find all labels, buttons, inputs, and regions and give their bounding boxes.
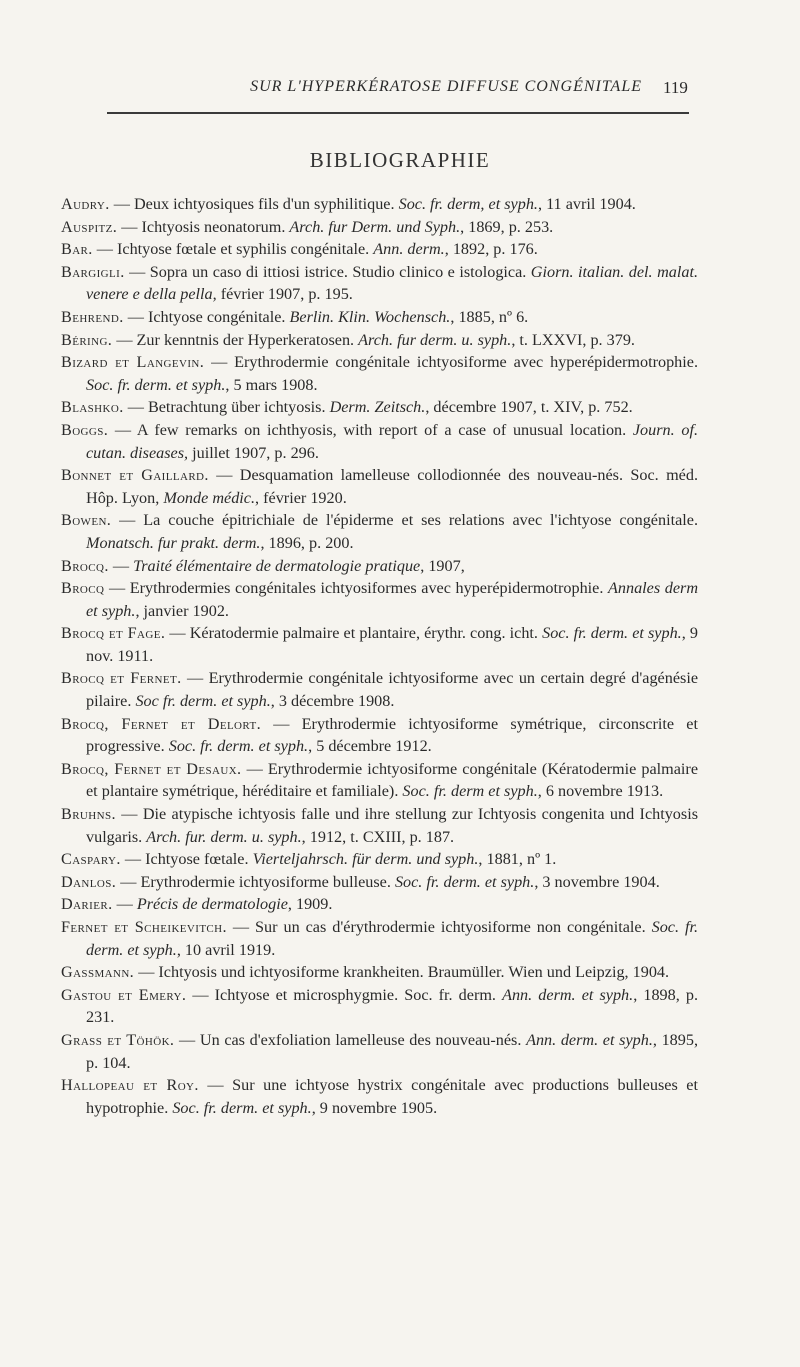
entry-author: Bowen. [61,511,112,530]
entry-text: , 1909. [287,895,333,914]
entry-author: Hallopeau et Roy. [61,1076,199,1095]
entry-text: — Kératodermie palmaire et plantaire, érythr. cong. icht. [165,624,543,643]
bibliography-entry [61,577,698,622]
entry-source: Giorn. italian. del. malat. venere e della pella, [86,262,698,304]
entry-source: Ann. derm. [373,240,445,259]
entry-text: — Sur un cas d'érythrodermie ichtyosiforme non congénitale. [226,918,652,936]
entry-text: — Erythrodermie congénitale ichtyosiforme avec un certain degré d'agénésie pilaire. [86,669,698,711]
entry-author: Behrend. [61,307,124,326]
entry-text: , 1898, p. 231. [86,985,698,1027]
entry-source: Berlin. Klin. Wochensch. [289,307,451,326]
entry-source: Annales derm et syph. [86,579,699,620]
entry-source: Soc fr. derm. et syph. [135,692,271,711]
entry-text: , 11 avril 1904. [537,195,636,213]
entry-source: Traité élémentaire de dermatologie pratique [133,556,421,575]
entry-text: — Betrachtung über ichtyosis. [123,398,330,417]
entry-text: , 1892, p. 176. [444,240,538,259]
entry-source: Précis de dermatologie [136,895,288,914]
entry-source: Soc. fr. derm. et syph. [86,375,226,394]
entry-text: , 1895, p. 104. [86,1030,698,1072]
bibliography-entry [61,329,698,352]
entry-text: — Deux ichtyosiques fils d'un syphilitique. [109,195,399,213]
entry-author: Audry. [61,195,110,213]
entry-text: , 1907, [420,556,465,575]
header-rule [107,112,689,114]
bibliography-entry [61,555,698,578]
entry-author: Brocq, Fernet et Desaux. [61,759,242,778]
bibliography-entry [61,758,698,803]
section-title: BIBLIOGRAPHIE [309,148,491,172]
running-head [110,78,680,96]
entry-author: Boggs. [61,420,109,439]
entry-text: , 5 mars 1908. [225,375,318,394]
page-number: 119 [663,78,688,97]
bibliography-entry [61,622,698,667]
entry-text: , 6 novembre 1913. [537,782,664,801]
entry-text: , 9 nov. 1911. [86,624,698,665]
entry-author: Brocq et Fernet. [61,669,182,688]
entry-source: Soc. fr. derm, et syph. [398,195,538,213]
entry-source: Monatsch. fur prakt. derm. [86,533,261,552]
entry-text: — Un cas d'exfoliation lamelleuse des nouveau-nés. [174,1030,527,1049]
entry-author: Fernet et Scheikevitch. [61,918,227,936]
entry-author: Bizard et Langevin. [61,353,205,372]
entry-text: — Ichtyosis neonatorum. [117,217,290,236]
bibliography-entry [61,961,698,984]
entry-source: Soc. fr. derm. et syph. [542,624,682,643]
entry-text: juillet 1907, p. 296. [188,443,319,462]
bibliography-entry [61,871,698,894]
entry-text: , 1881, nº 1. [478,850,557,869]
entry-text: — Die atypische ichtyosis falle und ihre stellung zur Ichtyosis congenita und Ichtyosis vulgaris. [86,805,698,846]
entry-text: , 1912, t. CXIII, p. 187. [301,827,455,846]
entry-source: Derm. Zeitsch. [329,398,426,417]
bibliography-entry [61,261,698,306]
entry-text: — Erythrodermie ichtyosiforme bulleuse. [116,872,395,891]
entry-source: Journ. of. cutan. diseases, [86,420,699,462]
bibliography-entry [61,306,698,329]
entry-text: — Desquamation lamelleuse collodionnée des nouveau-nés. Soc. méd. Hôp. Lyon, [86,466,698,507]
entry-text: — La couche épitrichiale de l'épiderme et ses relations avec l'ichtyose congénitale. [111,511,698,530]
entry-text: , 1896, p. 200. [260,533,354,552]
entry-author: Béring. [61,330,113,349]
entry-author: Bargigli. [61,262,125,281]
bibliography-entry [61,193,698,216]
entry-source: Ann. derm. et syph. [502,985,634,1004]
entry-source: Soc. fr. derm. et syph. [86,918,699,959]
entry-text: , février 1920. [255,488,347,507]
entry-author: Brocq, Fernet et Delort. [61,714,262,733]
entry-text: , 1869, p. 253. [460,217,554,236]
entry-text: — Ichtyose congénitale. [123,307,290,326]
entry-text: — Zur kenntnis der Hyperkeratosen. [112,330,359,349]
bibliography-entry [61,1074,698,1119]
entry-author: Auspitz. [61,217,118,236]
bibliography-entry [61,1029,698,1074]
entry-text: , 3 décembre 1908. [270,692,395,711]
entry-source: Soc. fr. derm. et syph. [172,1098,312,1117]
entry-text: — A few remarks on ichthyosis, with report of a case of unusual location. [108,420,633,439]
entry-text: — Ichtyose et microsphygmie. Soc. fr. derm. [186,985,503,1004]
entry-author: Danlos. [61,872,117,891]
entry-source: Vierteljahrsch. für derm. und syph. [252,850,479,869]
entry-source: Monde médic. [163,488,256,507]
entry-author: Gassmann. [61,963,135,982]
entry-text: , 10 avril 1919. [176,940,276,959]
entry-text: — Ichtyose fœtale et syphilis congénitale. [92,240,374,259]
entry-author: Grass et Töhök. [61,1030,175,1049]
entry-text: — [112,895,137,914]
entry-source: Arch. fur Derm. und Syph. [289,217,461,236]
entry-text: — Erythrodermie ichtyosiforme congénitale (Kératodermie palmaire et plantaire symétrique, héréditaire et familiale). [86,759,698,801]
bibliography-entry [61,509,698,554]
bibliography-entry [61,848,698,871]
entry-author: Brocq. [61,556,109,575]
bibliography-list [61,193,698,1119]
entry-text: — Ichtyosis und ichtyosiforme krankheiten. Braumüller. Wien und Leipzig, 1904. [134,963,670,982]
entry-text: , 5 décembre 1912. [308,737,432,756]
entry-source: Soc. fr. derm. et syph. [394,872,535,891]
bibliography-entry [61,893,698,916]
entry-author: Caspary. [61,850,121,869]
entry-text: — Erythrodermie congénitale ichtyosiforme avec hyperépidermotrophie. [204,353,698,372]
bibliography-entry [61,351,698,396]
entry-text: — Ichtyose fœtale. [120,850,253,869]
bibliography-entry [61,238,698,261]
bibliography-entry [61,984,698,1029]
bibliography-entry [61,713,698,758]
entry-text: , 9 novembre 1905. [311,1098,438,1117]
entry-text: , 3 novembre 1904. [534,872,660,891]
entry-text: février 1907, p. 195. [216,285,353,304]
bibliography-entry [61,419,698,464]
entry-author: Bar. [61,240,93,259]
entry-author: Blashko. [61,398,124,417]
bibliography-entry [61,464,698,509]
entry-source: Ann. derm. et syph. [526,1030,653,1049]
entry-text: — Sur une ichtyose hystrix congénitale avec productions bulleuses et hypotrophie. [86,1076,698,1117]
running-title: SUR L'HYPERKÉRATOSE DIFFUSE CONGÉNITALE [250,78,642,95]
entry-text: — Erythrodermies congénitales ichtyosiformes avec hyperépidermotrophie. [104,579,608,598]
entry-author: Darier. [61,895,113,914]
entry-text: , 1885, nº 6. [450,307,529,326]
entry-author: Gastou et Emery. [61,985,187,1004]
bibliography-entry [61,803,698,848]
entry-author: Bruhns. [61,805,116,824]
entry-text: , décembre 1907, t. XIV, p. 752. [425,398,633,417]
entry-source: Soc. fr. derm. et syph. [168,737,309,756]
bibliography-entry [61,396,698,419]
bibliography-entry [61,216,698,239]
entry-source: Arch. fur. derm. u. syph. [146,827,302,846]
entry-text: — Erythrodermie ichtyosiforme symétrique, circonscrite et progressive. [86,714,698,756]
entry-text: — [108,556,134,575]
entry-text: , janvier 1902. [135,601,229,620]
entry-text: , t. LXXVI, p. 379. [511,330,635,349]
entry-author: Bonnet et Gaillard. [61,466,209,485]
entry-source: Arch. fur derm. u. syph. [358,330,512,349]
bibliography-entry [61,667,698,712]
entry-text: — Sopra un caso di ittiosi istrice. Studio clinico e istologica. [124,262,531,281]
bibliography-entry [61,916,698,961]
entry-author: Brocq [61,579,105,598]
entry-author: Brocq et Fage. [61,624,166,643]
entry-source: Soc. fr. derm et syph. [402,782,538,801]
